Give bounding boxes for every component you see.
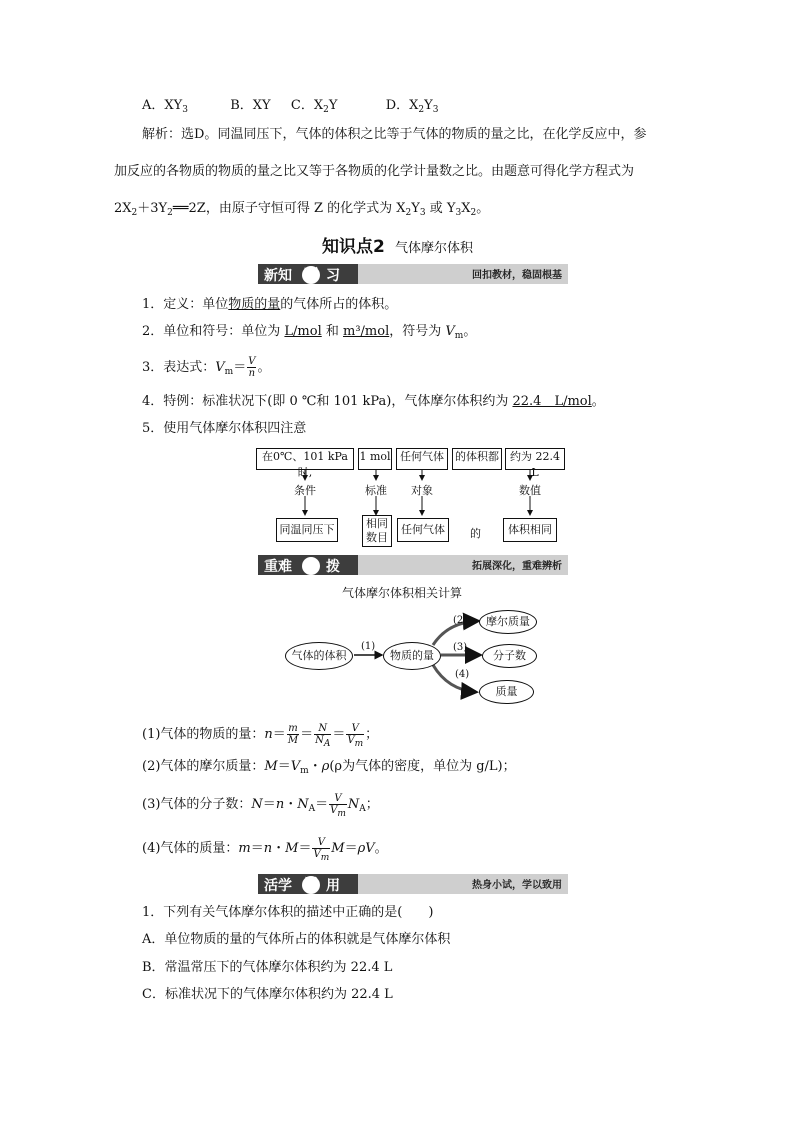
flow-bottom-number: 相同 数目 — [362, 515, 392, 547]
flow-bottom-of: 的 — [470, 527, 481, 540]
flow-top-condition: 在0℃、101 kPa 时, — [256, 448, 354, 470]
formula-2: (2)气体的摩尔质量：$M=V_m$・ρ(ρ为气体的密度，单位为 g/L)； — [142, 759, 516, 776]
option-d: D．$X_2Y_3$ — [385, 98, 439, 115]
node-gas-volume: 气体的体积 — [285, 642, 353, 670]
flow-bottom-volume: 体积相同 — [503, 518, 557, 542]
node-amount: 物质的量 — [383, 642, 441, 670]
flow-bottom-condition: 同温同压下 — [276, 518, 338, 542]
point-3: 3．表达式：$V_m=$ $\frac{V}{n}$ 。 — [142, 356, 271, 379]
question-option-c: C．标准状况下的气体摩尔体积约为 22.4 L — [142, 987, 393, 1002]
node-mass: 质量 — [479, 680, 534, 704]
flow-top-amount: 1 mol — [358, 448, 392, 470]
point-2: 2．单位和符号：单位为 L/mol 和 m³/mol，符号为 $V_m$。 — [142, 324, 477, 341]
banner-key: 重难 点 拨 拓展深化，重难辨析 — [258, 555, 568, 575]
banner-tag: 热身小试，学以致用 — [472, 880, 562, 891]
banner-circle: 预 — [304, 267, 318, 283]
banner-tag: 拓展深化，重难辨析 — [472, 561, 562, 572]
flow-top-gas: 任何气体 — [396, 448, 448, 470]
arrow-label-3: (3) — [453, 642, 468, 653]
banner-circle: 活 — [304, 877, 318, 893]
flow-label-condition: 条件 — [294, 484, 316, 497]
analysis-line-2: 加反应的各物质的物质的量之比又等于各物质的化学计量数之比。由题意可得化学方程式为 — [114, 164, 635, 179]
question-option-b: B．常温常压下的气体摩尔体积约为 22.4 L — [142, 960, 393, 975]
point-5: 5．使用气体摩尔体积四注意 — [142, 421, 307, 436]
option-c: C．$X_2Y$ — [290, 98, 338, 115]
flow-top-volume: 的体积都 — [452, 448, 502, 470]
node-molecules: 分子数 — [482, 644, 537, 668]
formula-1: (1)气体的物质的量：n＝ $\frac{m}{M}$ ＝ $\frac{N}{N_A}$ ＝ $\frac{V}{V_m}$ ； — [142, 723, 379, 749]
formula-3: (3)气体的分子数：N＝n・$N_A=$ $\frac{V}{V_m}$ $N_A$； — [142, 793, 379, 819]
option-a: A．$XY_3$ — [142, 98, 188, 115]
banner-practice: 活学 活 用 热身小试，学以致用 — [258, 874, 568, 894]
question-option-a: A．单位物质的量的气体所占的体积就是气体摩尔体积 — [142, 932, 451, 947]
banner-tag: 回扣教材，稳固根基 — [472, 270, 562, 281]
formula-4: (4)气体的质量：m＝n・M＝ $\frac{V}{V_m}$ M＝ρV。 — [142, 837, 388, 863]
flow-bottom-gas: 任何气体 — [397, 518, 449, 542]
banner-circle: 点 — [304, 558, 318, 574]
arrow-label-4: (4) — [455, 669, 470, 680]
option-b: B．XY — [230, 98, 271, 113]
question-stem: 1．下列有关气体摩尔体积的描述中正确的是( ) — [142, 905, 434, 920]
calc-title: 气体摩尔体积相关计算 — [342, 586, 463, 600]
node-molar-mass: 摩尔质量 — [479, 610, 537, 634]
point-4: 4．特例：标准状况下(即 0 ℃和 101 kPa)，气体摩尔体积约为 22.4 L/mol。 — [142, 394, 605, 409]
banner-preview: 新知 预 习 回扣教材，稳固根基 — [258, 264, 568, 284]
arrow-label-1: (1) — [361, 641, 376, 652]
flow-top-value: 约为 22.4 L — [505, 448, 565, 470]
section-title: 知识点2 — [322, 237, 385, 257]
analysis-line-1: 解析：选D。同温同压下，气体的体积之比等于气体的物质的量之比，在化学反应中，参 — [142, 127, 647, 142]
flow-label-object: 对象 — [411, 484, 433, 497]
point-1: 1．定义：单位物质的量的气体所占的体积。 — [142, 297, 398, 312]
flow-label-standard: 标准 — [365, 484, 387, 497]
section-subtitle: 气体摩尔体积 — [394, 241, 473, 256]
arrow-label-2: (2) — [453, 615, 468, 626]
analysis-line-3: $2X_2+3Y_2══2Z$，由原子守恒可得 Z 的化学式为 $X_2Y_3$ 或 $Y_3X_2$。 — [114, 201, 490, 218]
flow-label-value: 数值 — [519, 484, 541, 497]
